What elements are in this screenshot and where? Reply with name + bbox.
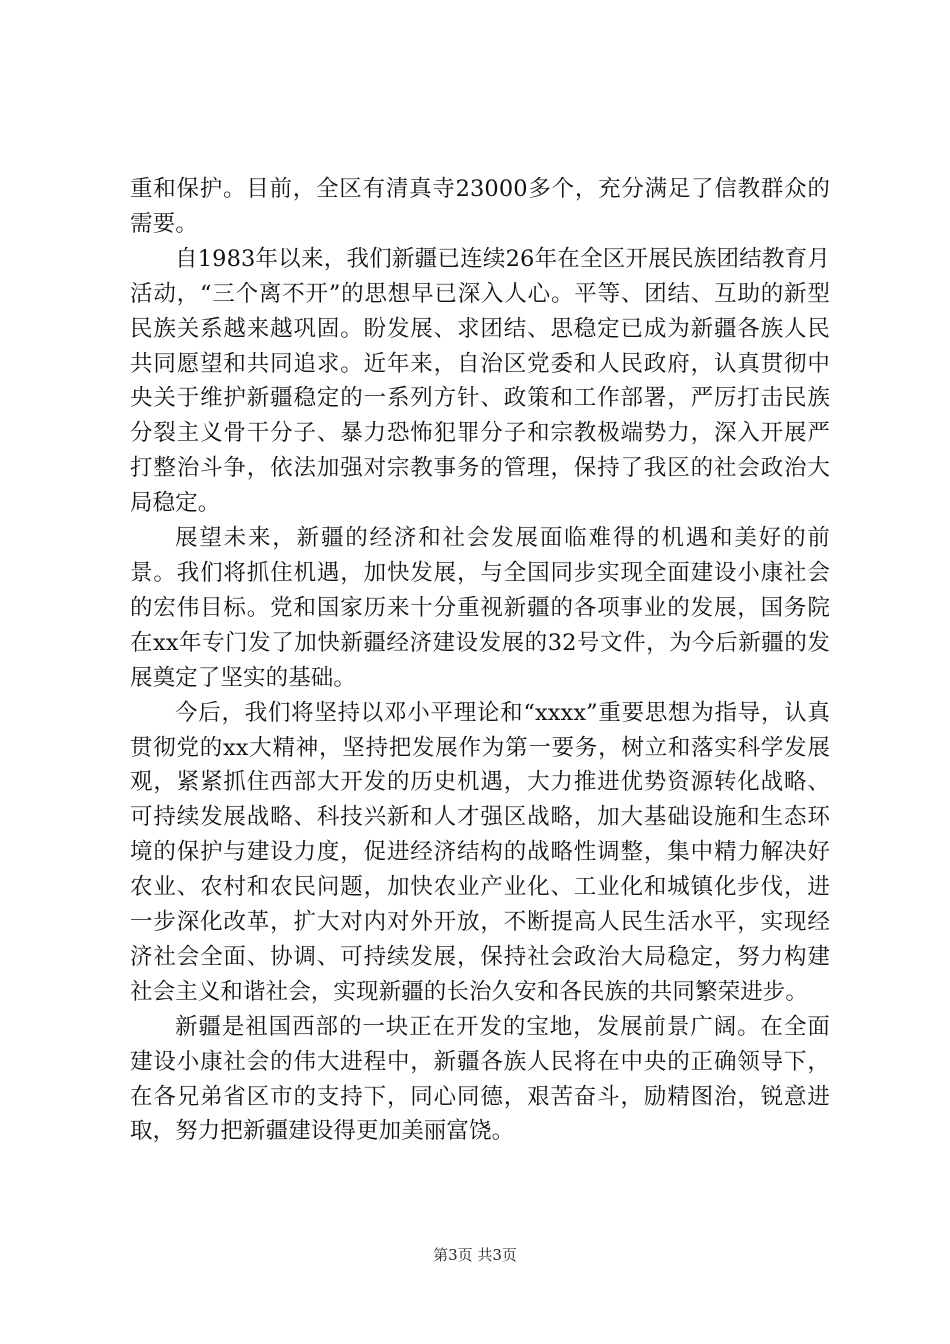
paragraph-4: 今后，我们将坚持以邓小平理论和“xxxx”重要思想为指导，认真贯彻党的xx大精神，坚持把发展作为第一要务，树立和落实科学发展观，紧紧抓住西部大开发的历史机遇，大力推进优势资源转化战略、可持续发展战略、科技兴新和人才强区战略，加大基础设施和生态环境的保护与建设力度，促进经济结构的战略性调整，集中精力解决好农业、农村和农民问题，加快农业产业化、工业化和城镇化步伐，进一步深化改革，扩大对内对外开放，不断提高人民生活水平，实现经济社会全面、协调、可持续发展，保持社会政治大局稳定，努力构建社会主义和谐社会，实现新疆的长治久安和各民族的共同繁荣进步。 (130, 699, 830, 1005)
page-footer: 第3页 共3页 (433, 1246, 517, 1264)
paragraph-5: 新疆是祖国西部的一块正在开发的宝地，发展前景广阔。在全面建设小康社会的伟大进程中，新疆各族人民将在中央的正确领导下，在各兄弟省区市的支持下，同心同德，艰苦奋斗，励精图治，锐意进取，努力把新疆建设得更加美丽富饶。 (130, 1013, 830, 1145)
document-body (130, 172, 830, 1149)
paragraph-3: 展望未来，新疆的经济和社会发展面临难得的机遇和美好的前景。我们将抓住机遇，加快发展，与全国同步实现全面建设小康社会的宏伟目标。党和国家历来十分重视新疆的各项事业的发展，国务院在xx年专门发了加快新疆经济建设发展的32号文件，为今后新疆的发展奠定了坚实的基础。 (130, 525, 830, 691)
paragraph-2: 自1983年以来，我们新疆已连续26年在全区开展民族团结教育月活动，“三个离不开”的思想早已深入人心。平等、团结、互助的新型民族关系越来越巩固。盼发展、求团结、思稳定已成为新疆各族人民共同愿望和共同追求。近年来，自治区党委和人民政府，认真贯彻中央关于维护新疆稳定的一系列方针、政策和工作部署，严厉打击民族分裂主义骨干分子、暴力恐怖犯罪分子和宗教极端势力，深入开展严打整治斗争，依法加强对宗教事务的管理，保持了我区的社会政治大局稳定。 (130, 245, 830, 517)
paragraph-1: 重和保护。目前，全区有清真寺23000多个，充分满足了信教群众的需要。 (130, 176, 830, 237)
